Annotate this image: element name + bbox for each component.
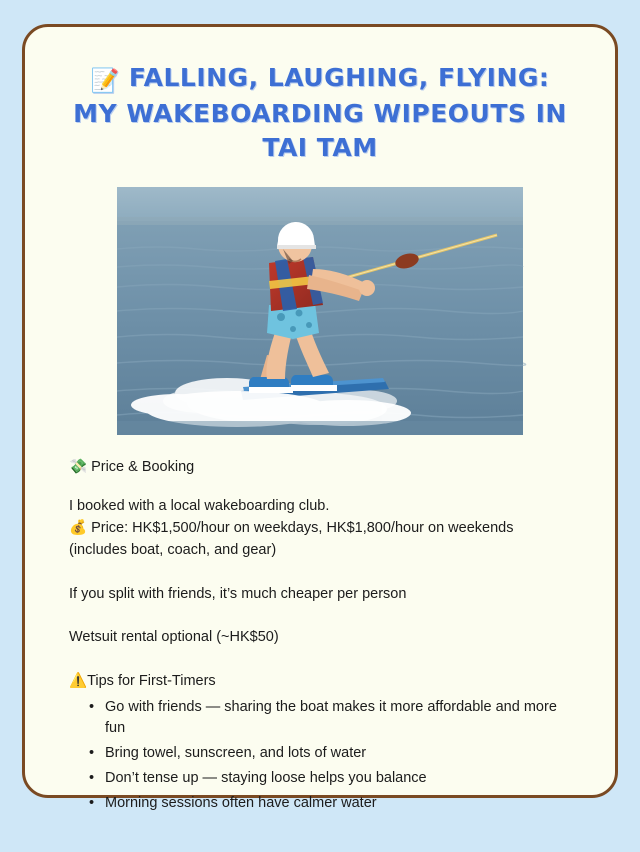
price-details <box>69 496 571 561</box>
wakeboarder-photo <box>117 187 523 435</box>
photo-container <box>69 187 571 435</box>
price-line-1: I booked with a local wakeboarding club. <box>69 498 330 515</box>
list-item: • Go with friends — sharing the boat makes it more affordable and more fun <box>95 697 571 739</box>
list-item: • Morning sessions often have calmer water <box>95 793 571 814</box>
split-cost-note: If you split with friends, it’s much cheaper per person <box>69 585 407 602</box>
poster-card <box>22 24 618 811</box>
price-line-2: 💰 Price: HK$1,500/hour on weekdays, HK$1,800/hour on weekends <box>69 520 514 537</box>
page-title <box>69 61 571 165</box>
tips-list <box>69 697 571 814</box>
tips-heading-text: Tips for First-Timers <box>87 673 216 690</box>
tips-section-heading <box>69 671 571 693</box>
poster-inner <box>25 27 615 838</box>
price-line-3: (includes boat, coach, and gear) <box>69 541 277 558</box>
price-section-heading <box>69 457 571 479</box>
memo-icon: 📝 <box>90 68 120 94</box>
list-item: • Don’t tense up — staying loose helps you balance <box>95 768 571 789</box>
money-icon: 💸 <box>69 458 88 475</box>
page-title-text: FALLING, LAUGHING, FLYING: MY WAKEBOARDING WIPEOUTS IN TAI TAM <box>73 63 567 162</box>
article-body <box>69 457 571 814</box>
wetsuit-note: Wetsuit rental optional (~HK$50) <box>69 629 279 646</box>
price-heading-text: Price & Booking <box>91 458 195 475</box>
list-item: • Bring towel, sunscreen, and lots of water <box>95 743 571 764</box>
warning-icon: ⚠️ <box>69 673 88 690</box>
